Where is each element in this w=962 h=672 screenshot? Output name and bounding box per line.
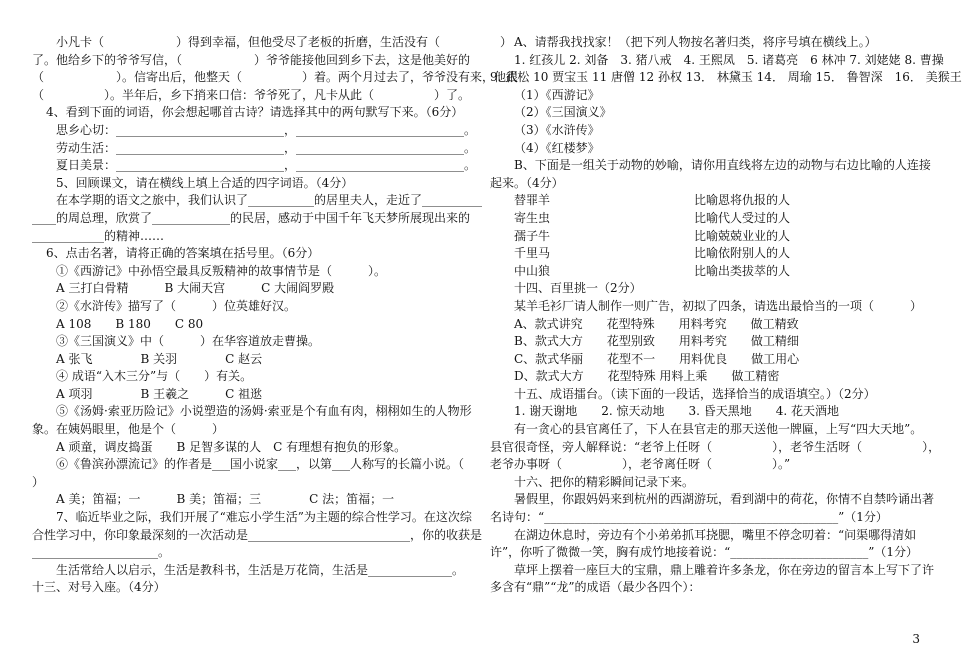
- text-line: （2）《三国演义》: [514, 105, 612, 120]
- text-line: B、款式大方 花型别致 用料考究 做工精细: [514, 334, 799, 349]
- text-line: （3）《水浒传》: [514, 122, 600, 137]
- text-line: ⑤《汤姆·索亚历险记》小说塑造的汤姆·索亚是个有血有肉，栩栩如生的人物形: [56, 404, 472, 419]
- left-column: [32, 34, 519, 597]
- text-line: 老爷办事呀（ ），老爷离任呀（ ）。”: [490, 457, 791, 472]
- text-line: 1. 红孩儿 2. 刘备 3. 猪八戒 4. 王熙凤 5. 诸葛亮 6 林冲 7. 刘姥姥 8. 曹操: [514, 52, 944, 67]
- text-line: 生活常给人以启示，生活是教科书，生活是万花筒，生活是______________。: [56, 562, 465, 577]
- metaphor-meaning: 比喻兢兢业业的人: [694, 228, 791, 243]
- text-line: 十五、成语擂台。（读下面的一段话，选择恰当的成语填空。）（2分）: [514, 386, 876, 401]
- text-line: ⑥《鲁滨孙漂流记》的作者是___国小说家___，以第___人称写的长篇小说。（: [56, 457, 465, 472]
- text-line: A 三打白骨精 B 大闹天宫 C 大闹阎罗殿: [56, 281, 335, 296]
- metaphor-meaning: 比喻代人受过的人: [694, 210, 791, 225]
- animal-name: 替罪羊: [514, 193, 551, 208]
- text-line: ③《三国演义》中（ ）在华容道放走曹操。: [56, 334, 321, 349]
- metaphor-meaning: 比喻出类拔萃的人: [694, 263, 791, 278]
- text-line: B、下面是一组关于动物的妙喻，请你用直线将左边的动物与右边比喻的人连接: [514, 158, 931, 173]
- text-line: ④ 成语“入木三分”与（ ）有关。: [56, 369, 253, 384]
- animal-pair-row: [490, 210, 920, 228]
- metaphor-meaning: 比喻恩将仇报的人: [694, 193, 791, 208]
- text-line: 合性学习中，你印象最深刻的一次活动是___________________________，你的收获是: [32, 527, 483, 542]
- text-line: 许”，你听了微微一笑，胸有成竹地接着说：“_______________________”（1分）: [490, 545, 919, 560]
- text-line: A 张飞 B 关羽 C 赵云: [56, 351, 263, 366]
- animal-name: 寄生虫: [514, 210, 551, 225]
- animal-pair-row: [490, 192, 920, 210]
- text-line: 劳动生活：____________________________，____________________________。: [56, 140, 477, 155]
- text-line: A 顽童，调皮捣蛋 B 足智多谋的人 C 有理想有抱负的形象。: [56, 439, 407, 454]
- text-line: A 项羽 B 王羲之 C 祖逖: [56, 386, 263, 401]
- text-line: ____________的精神……: [32, 228, 165, 243]
- text-line: （ ）。半年后，乡下捎来口信：爷爷死了，凡卡从此（ ）了。: [32, 87, 471, 102]
- text-line: A、款式讲究 花型特殊 用料考究 做工精致: [514, 316, 799, 331]
- text-line: ）: [32, 474, 45, 489]
- text-line: ①《西游记》中孙悟空最具反叛精神的故事情节是（ ）。: [56, 263, 387, 278]
- text-line: A、请帮我找找家！（把下列人物按名著归类，将序号填在横线上。）: [514, 35, 877, 49]
- text-line: 草坪上摆着一座巨大的宝鼎，鼎上雕着许多条龙，你在旁边的留言本上写下了许: [514, 562, 935, 577]
- text-line: A 美；笛福；一 B 美；笛福；三 C 法；笛福；一: [56, 492, 395, 507]
- animal-name: 千里马: [514, 246, 551, 261]
- right-top-section: [490, 34, 962, 192]
- text-line: 小凡卡（ ）得到幸福，但他受尽了老板的折磨，生活没有（ ）: [56, 35, 513, 49]
- text-line: 1. 谢天谢地 2. 惊天动地 3. 昏天黑地 4. 花天酒地: [514, 404, 840, 419]
- text-line: 在本学期的语文之旅中，我们认识了___________的居里夫人，走近了__________: [56, 193, 483, 208]
- text-line: 十三、对号入座。（4分）: [32, 580, 166, 595]
- text-line: 思乡心切：____________________________，____________________________。: [56, 122, 477, 137]
- text-line: 象。在姨妈眼里，他是个（ ）: [32, 422, 225, 437]
- animal-name: 孺子牛: [514, 228, 551, 243]
- text-line: 起来。（4分）: [490, 175, 564, 190]
- right-column: [490, 34, 962, 597]
- text-line: D、款式大方 花型特殊 用料上乘 做工精密: [514, 369, 780, 384]
- text-line: 9. 武松 10 贾宝玉 11 唐僧 12 孙权 13． 林黛玉 14． 周瑜 15． 鲁智深 16． 美猴王: [490, 70, 962, 85]
- metaphor-meaning: 比喻依附别人的人: [694, 246, 791, 261]
- animal-pair-row: [490, 245, 920, 263]
- text-line: 5、回顾课文，请在横线上填上合适的四字词语。（4分）: [56, 175, 354, 190]
- text-line: 多含有“鼎”“龙”的成语（最少各四个）：: [490, 580, 701, 595]
- text-line: 夏日美景：____________________________，____________________________。: [56, 158, 477, 173]
- text-line: 某羊毛衫厂请人制作一则广告，初拟了四条，请选出最恰当的一项（ ）: [514, 298, 923, 313]
- text-line: 十六、把你的精彩瞬间记录下来。: [514, 474, 695, 489]
- text-line: C、款式华丽 花型不一 用料优良 做工用心: [514, 351, 800, 366]
- text-line: 4、看到下面的词语，你会想起哪首古诗？请选择其中的两句默写下来。（6分）: [46, 105, 464, 120]
- animal-name: 中山狼: [514, 263, 551, 278]
- text-line: 十四、百里挑一（2分）: [514, 281, 642, 296]
- animal-pair-row: [490, 263, 920, 281]
- animal-metaphor-list: [490, 192, 920, 280]
- text-line: 名诗句：“_________________________________________________”（1分）: [490, 510, 888, 525]
- text-line: ②《水浒传》描写了（ ）位英雄好汉。: [56, 298, 297, 313]
- text-line: 暑假里，你跟妈妈来到杭州的西湖游玩，看到湖中的荷花，你情不自禁吟诵出著: [514, 492, 935, 507]
- right-bottom-section: [490, 280, 941, 597]
- text-line: 县官很奇怪，旁人解释说：“老爷上任呀（ ），老爷生活呀（ ），: [490, 439, 941, 454]
- text-line: 在湖边休息时，旁边有个小弟弟抓耳挠腮，嘴里不停念叨着：“问渠哪得清如: [514, 527, 917, 542]
- text-line: _____________________。: [32, 545, 171, 560]
- text-line: 7、临近毕业之际，我们开展了“难忘小学生活”为主题的综合性学习。在这次综: [56, 510, 472, 525]
- animal-pair-row: [490, 228, 920, 246]
- text-line: 有一贪心的县官离任了，下人在县官走的那天送他一牌匾，上写“四大天地”。: [514, 422, 923, 437]
- page-number: 3: [912, 632, 920, 646]
- text-line: 6、点击名著，请将正确的答案填在括号里。（6分）: [46, 246, 320, 261]
- text-line: （1）《西游记》: [514, 87, 600, 102]
- text-line: ____的周总理，欣赏了_____________的民居，感动于中国千年飞天梦所展现出来的: [32, 210, 471, 225]
- text-line: 了。他给乡下的爷爷写信，（ ）爷爷能接他回到乡下去，这是他美好的: [32, 52, 471, 67]
- text-line: （4）《红楼梦》: [514, 140, 600, 155]
- text-line: A 108 B 180 C 80: [56, 316, 204, 331]
- text-line: （ ）。信寄出后，他整天（ ）着。两个月过去了，爷爷没有来，他很: [32, 70, 519, 85]
